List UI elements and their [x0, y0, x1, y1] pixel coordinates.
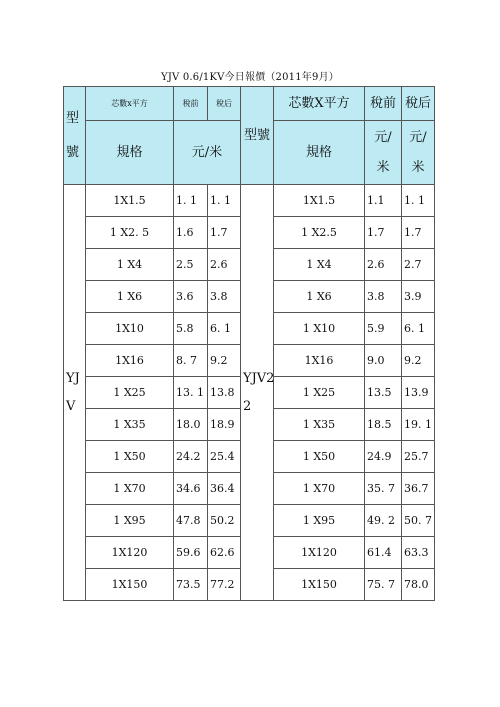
- left-model-text: YJV: [66, 370, 80, 414]
- spec-cell-left: 1 X25: [86, 377, 174, 409]
- post-tax-cell-left: 18.9: [208, 409, 241, 441]
- pre-tax-cell-left: 1.6: [174, 217, 208, 249]
- post-tax-cell-left: 2.6: [208, 249, 241, 281]
- unit-header-right-a-text: 元/米: [374, 129, 392, 175]
- post-tax-cell-left: 3.8: [208, 281, 241, 313]
- pre-tax-cell-right: 49. 2: [365, 505, 402, 537]
- pre-tax-header-right: 稅前: [365, 87, 402, 121]
- price-table: [63, 86, 435, 601]
- spec-cell-right: 1 X50: [274, 441, 365, 473]
- table-row: [64, 185, 435, 217]
- spec-cell-left: 1 X70: [86, 473, 174, 505]
- post-tax-cell-left: 25.4: [208, 441, 241, 473]
- cores-header-left: 芯數x平方: [86, 87, 174, 121]
- post-tax-cell-right: 63.3: [402, 537, 435, 569]
- post-tax-cell-right: 1.7: [402, 217, 435, 249]
- spec-cell-left: 1 X95: [86, 505, 174, 537]
- spec-cell-right: 1 X25: [274, 377, 365, 409]
- pre-tax-cell-right: 3.8: [365, 281, 402, 313]
- post-tax-header-left: 稅后: [208, 87, 241, 121]
- post-tax-cell-left: 77.2: [208, 569, 241, 601]
- pre-tax-cell-left: 59.6: [174, 537, 208, 569]
- spec-cell-right: 1X120: [274, 537, 365, 569]
- post-tax-cell-right: 36.7: [402, 473, 435, 505]
- spec-cell-left: 1X10: [86, 313, 174, 345]
- post-tax-cell-left: 13.8: [208, 377, 241, 409]
- type-header-right: 型號: [241, 87, 274, 185]
- spec-cell-left: 1 X50: [86, 441, 174, 473]
- spec-cell-right: 1 X4: [274, 249, 365, 281]
- post-tax-cell-right: 9.2: [402, 345, 435, 377]
- spec-cell-right: 1 X2.5: [274, 217, 365, 249]
- post-tax-cell-left: 9.2: [208, 345, 241, 377]
- type-header-left-text: 型號: [66, 110, 80, 160]
- pre-tax-cell-right: 1.7: [365, 217, 402, 249]
- pre-tax-cell-right: 13.5: [365, 377, 402, 409]
- pre-tax-cell-right: 2.6: [365, 249, 402, 281]
- unit-header-right-b: [402, 121, 435, 185]
- post-tax-cell-right: 78.0: [402, 569, 435, 601]
- spec-header-left: 規格: [86, 121, 174, 185]
- spec-cell-right: 1 X95: [274, 505, 365, 537]
- pre-tax-cell-right: 75. 7: [365, 569, 402, 601]
- post-tax-cell-left: 6. 1: [208, 313, 241, 345]
- pre-tax-cell-left: 8. 7: [174, 345, 208, 377]
- pre-tax-cell-left: 13. 1: [174, 377, 208, 409]
- pre-tax-cell-left: 5.8: [174, 313, 208, 345]
- post-tax-cell-left: 50.2: [208, 505, 241, 537]
- unit-header-left: [174, 121, 241, 185]
- pre-tax-header-left: 稅前: [174, 87, 208, 121]
- spec-cell-left: 1X1.5: [86, 185, 174, 217]
- pre-tax-cell-left: 47.8: [174, 505, 208, 537]
- spec-cell-right: 1X16: [274, 345, 365, 377]
- unit-header-right-a: [365, 121, 402, 185]
- post-tax-cell-left: 1. 1: [208, 185, 241, 217]
- pre-tax-cell-right: 5.9: [365, 313, 402, 345]
- right-model-text: YJV22: [243, 370, 275, 414]
- post-tax-cell-left: 1.7: [208, 217, 241, 249]
- post-tax-header-right: 稅后: [402, 87, 435, 121]
- post-tax-cell-right: 3.9: [402, 281, 435, 313]
- spec-cell-right: 1 X70: [274, 473, 365, 505]
- spec-cell-right: 1 X10: [274, 313, 365, 345]
- post-tax-cell-right: 1. 1: [402, 185, 435, 217]
- pre-tax-cell-left: 18.0: [174, 409, 208, 441]
- post-tax-cell-right: 6. 1: [402, 313, 435, 345]
- pre-tax-cell-right: 1.1: [365, 185, 402, 217]
- pre-tax-cell-right: 18.5: [365, 409, 402, 441]
- pre-tax-cell-left: 3.6: [174, 281, 208, 313]
- left-model-cell: [64, 185, 86, 601]
- right-model-cell: [241, 185, 274, 601]
- post-tax-cell-right: 2.7: [402, 249, 435, 281]
- post-tax-cell-left: 36.4: [208, 473, 241, 505]
- pre-tax-cell-right: 35. 7: [365, 473, 402, 505]
- pre-tax-cell-left: 1. 1: [174, 185, 208, 217]
- document-title: YJV 0.6/1KV今日報價（2011年9月）: [161, 72, 339, 83]
- cores-header-right: 芯數X平方: [274, 87, 365, 121]
- pre-tax-cell-left: 2.5: [174, 249, 208, 281]
- spec-cell-left: 1 X35: [86, 409, 174, 441]
- spec-cell-left: 1 X6: [86, 281, 174, 313]
- post-tax-cell-left: 62.6: [208, 537, 241, 569]
- post-tax-cell-right: 19. 1: [402, 409, 435, 441]
- spec-cell-right: 1X1.5: [274, 185, 365, 217]
- spec-cell-right: 1 X35: [274, 409, 365, 441]
- post-tax-cell-right: 50. 7: [402, 505, 435, 537]
- unit-header-right-b-text: 元/米: [409, 129, 427, 175]
- spec-cell-left: 1 X2. 5: [86, 217, 174, 249]
- post-tax-cell-right: 25.7: [402, 441, 435, 473]
- post-tax-cell-right: 13.9: [402, 377, 435, 409]
- spec-cell-left: 1X150: [86, 569, 174, 601]
- header-row-1: [64, 87, 435, 121]
- pre-tax-cell-right: 61.4: [365, 537, 402, 569]
- spec-header-right: 規格: [274, 121, 365, 185]
- unit-header-left-text: 元/米: [191, 144, 223, 160]
- pre-tax-cell-left: 34.6: [174, 473, 208, 505]
- spec-cell-right: 1X150: [274, 569, 365, 601]
- spec-cell-left: 1 X4: [86, 249, 174, 281]
- spec-cell-left: 1X120: [86, 537, 174, 569]
- pre-tax-cell-left: 73.5: [174, 569, 208, 601]
- type-header-left: [64, 87, 86, 185]
- pre-tax-cell-right: 9.0: [365, 345, 402, 377]
- pre-tax-cell-right: 24.9: [365, 441, 402, 473]
- spec-cell-left: 1X16: [86, 345, 174, 377]
- spec-cell-right: 1 X6: [274, 281, 365, 313]
- pre-tax-cell-left: 24.2: [174, 441, 208, 473]
